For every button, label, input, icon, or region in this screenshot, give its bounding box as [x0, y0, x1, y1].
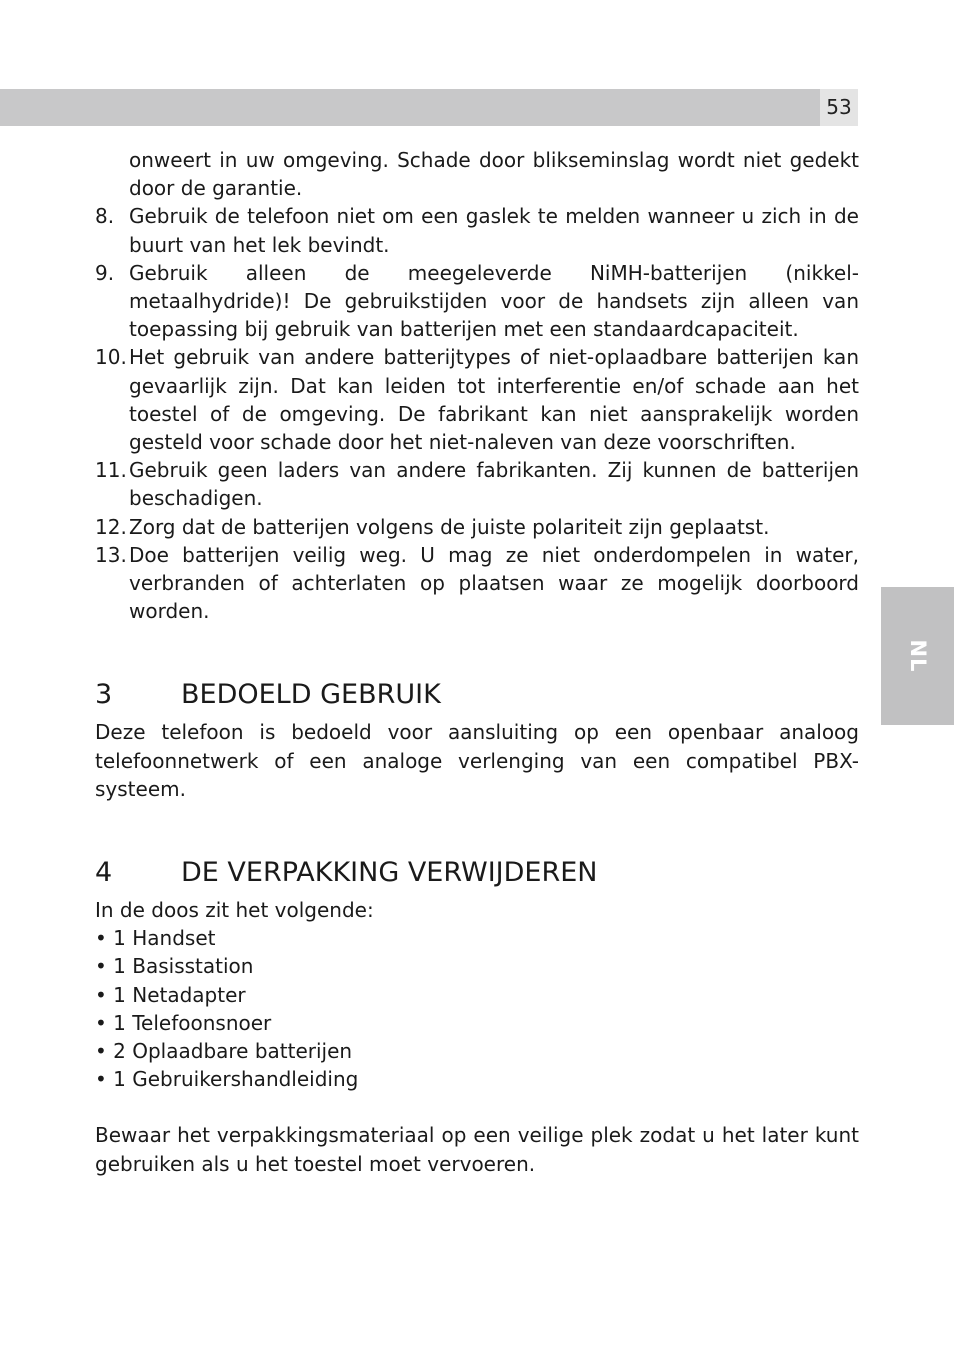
package-item: • 1 Netadapter	[95, 982, 246, 1007]
list-item-text: Gebruik de telefoon niet om een gaslek te melden wanneer u zich in de buurt van het lek bevindt.	[129, 204, 859, 257]
list-item	[95, 513, 859, 541]
list-item-text: Doe batterijen veilig weg. U mag ze niet onderdompelen in water, verbranden of achterlaten op plaatsen waar ze mogelijk doorboord worden.	[129, 542, 859, 624]
list-item-text: Gebruik alleen de meegeleverde NiMH-batterijen (nikkel-metaalhydride)! De gebruikstijden voor de handsets zijn alleen van toepassing bij gebruik van batterijen met een standaardcapaciteit.	[129, 260, 859, 342]
package-item: • 1 Basisstation	[95, 954, 254, 979]
list-item-text: Zorg dat de batterijen volgens de juiste polariteit zijn geplaatst.	[129, 514, 770, 539]
list-item	[95, 456, 859, 512]
section-4-title: DE VERPAKKING VERWIJDEREN	[181, 857, 598, 889]
list-item-number: 10.	[95, 345, 127, 370]
package-item: • 1 Handset	[95, 926, 216, 951]
package-item: • 1 Gebruikershandleiding	[95, 1067, 359, 1092]
list-item-text: Het gebruik van andere batterijtypes of niet-oplaadbare batterijen kan gevaarlijk zijn. Dat kan leiden tot interferentie en/of schade aan het toestel of de omgeving. De fabrikant kan niet aansprakelijk worden gesteld voor schade door het niet-naleven van deze voorschriften.	[129, 345, 859, 455]
package-item: • 2 Oplaadbare batterijen	[95, 1039, 353, 1064]
safety-list	[95, 146, 859, 625]
section-4-heading	[95, 856, 859, 890]
section-3-body: Deze telefoon is bedoeld voor aansluiting op een openbaar analoog telefoonnetwerk of een analoge verlenging van een compatibel PBX-systeem.	[95, 720, 859, 801]
list-item	[95, 541, 859, 626]
language-tab-label: NL	[905, 639, 930, 673]
list-item-text: Gebruik geen laders van andere fabrikanten. Zij kunnen de batterijen beschadigen.	[129, 458, 859, 511]
language-tab	[881, 587, 954, 725]
list-item-number: 11.	[95, 458, 127, 483]
section-4-intro: In de doos zit het volgende:	[95, 898, 374, 923]
list-item-number: 8.	[95, 204, 115, 229]
spacer	[95, 1093, 859, 1121]
list-item	[95, 259, 859, 344]
page-number: 53	[820, 89, 858, 126]
list-item-number: 9.	[95, 260, 115, 285]
section-3-number: 3	[95, 679, 113, 711]
section-4-number: 4	[95, 857, 113, 889]
section-3-heading	[95, 678, 859, 712]
section-3-title: BEDOELD GEBRUIK	[181, 679, 441, 711]
list-item-number: 13.	[95, 542, 127, 567]
package-item: • 1 Telefoonsnoer	[95, 1010, 272, 1035]
header-bar	[0, 89, 858, 126]
list-item	[95, 202, 859, 258]
page-content	[95, 146, 859, 1178]
list-item-number: 12.	[95, 514, 127, 539]
list-item-continuation	[95, 146, 859, 202]
list-item-text: onweert in uw omgeving. Schade door blikseminslag wordt niet gedekt door de garantie.	[129, 148, 859, 201]
list-item	[95, 343, 859, 456]
section-4-outro: Bewaar het verpakkingsmateriaal op een veilige plek zodat u het later kunt gebruiken als u het toestel moet vervoeren.	[95, 1123, 859, 1176]
